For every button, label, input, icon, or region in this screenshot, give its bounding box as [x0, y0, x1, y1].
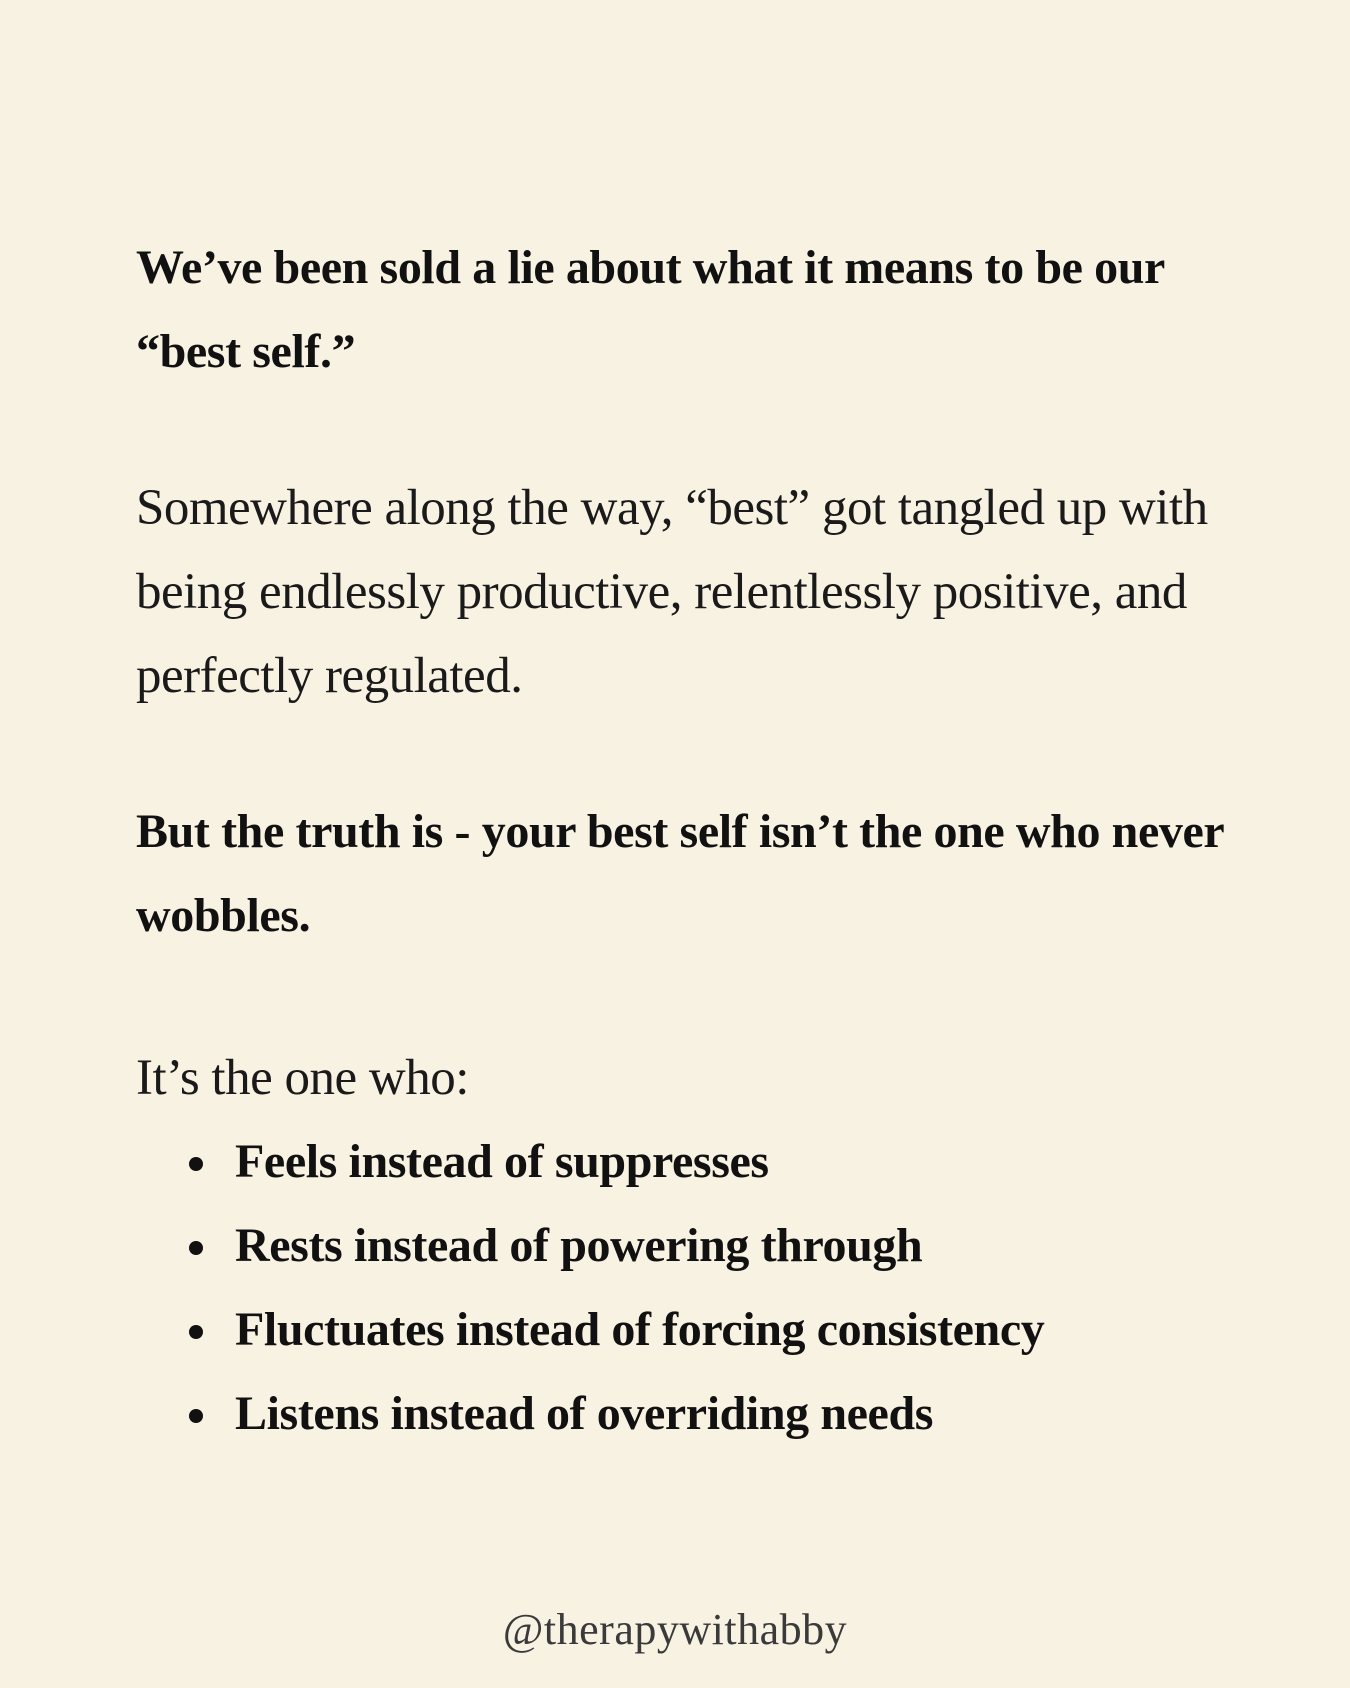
list-item-text: Listens instead of overriding needs	[235, 1387, 934, 1440]
context-paragraph: Somewhere along the way, “best” got tangled up with being endlessly productive, relentlessly positive, and perfectly regulated.	[136, 480, 1208, 704]
intro-statement: We’ve been sold a lie about what it means to be our “best self.”	[136, 241, 1165, 378]
list-item	[136, 1288, 1236, 1372]
list-item-text: Rests instead of powering through	[235, 1219, 923, 1272]
bullet-dot-icon	[189, 1157, 203, 1171]
truth-statement: But the truth is - your best self isn’t the one who never wobbles.	[136, 805, 1224, 942]
post-content	[136, 226, 1236, 1456]
trait-list	[136, 1120, 1236, 1456]
bullet-dot-icon	[189, 1325, 203, 1339]
list-item	[136, 1204, 1236, 1288]
list-item-text: Feels instead of suppresses	[235, 1135, 769, 1188]
list-item-text: Fluctuates instead of forcing consistency	[235, 1303, 1045, 1356]
list-item	[136, 1120, 1236, 1204]
list-lead-in: It’s the one who:	[136, 1050, 469, 1106]
account-handle: @therapywithabby	[502, 1605, 848, 1654]
bullet-dot-icon	[189, 1241, 203, 1255]
list-item	[136, 1372, 1236, 1456]
bullet-dot-icon	[189, 1409, 203, 1423]
